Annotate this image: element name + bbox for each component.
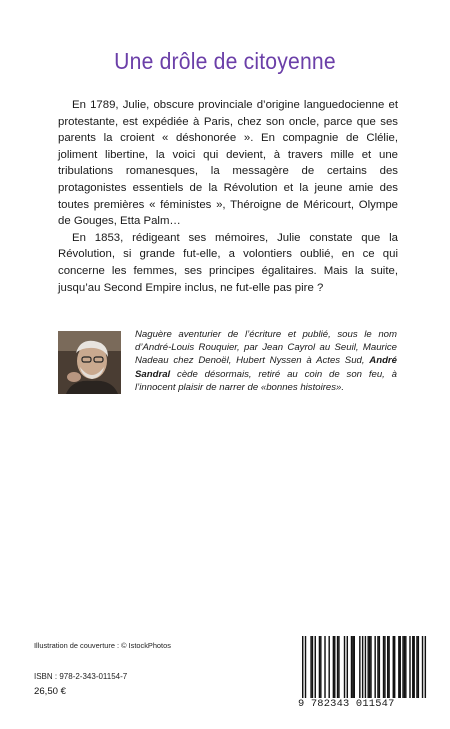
barcode-bar [324, 636, 325, 698]
barcode-bar [365, 636, 366, 698]
barcode-bar [370, 636, 371, 698]
barcode-bar [413, 636, 414, 698]
author-name: André Sandral [135, 355, 397, 380]
barcode-bar [402, 636, 403, 698]
barcode-bar [333, 636, 334, 698]
barcode-bar [319, 636, 320, 698]
barcode-bar [352, 636, 353, 698]
barcode-bar [362, 636, 363, 698]
barcode-bar [418, 636, 419, 698]
barcode-bar [344, 636, 345, 698]
barcode-bar [379, 636, 380, 698]
barcode-bar [312, 636, 313, 698]
barcode-bar [337, 636, 338, 698]
barcode-bar [393, 636, 394, 698]
synopsis-paragraph-1: En 1789, Julie, obscure provinciale d’origine languedocienne et protestante, est expédiée à Paris, chez son oncle, parce que ses parents la croient « déshonorée ». En compagnie de Clélie, joliment libertine, la voici qui devient, à travers mille et une tribulations romanesques, la messagère de certains des protagonistes essentiels de la Révolution et la jeune amie des toutes premières « féministes », Théroigne de Méricourt, Olympe de Gouges, Etta Palm… [58, 99, 398, 228]
barcode-bar [400, 636, 401, 698]
barcode-bar [394, 636, 395, 698]
barcode-bar [384, 636, 385, 698]
barcode-bar [377, 636, 378, 698]
author-photo [58, 331, 121, 394]
barcode-bar [305, 636, 306, 698]
book-title: Une drôle de citoyenne [114, 48, 336, 74]
barcode-bar [416, 636, 417, 698]
barcode-bar [320, 636, 321, 698]
barcode-bar [398, 636, 399, 698]
isbn-label: ISBN : 978-2-343-01154-7 [34, 672, 128, 681]
synopsis [58, 97, 398, 296]
barcode-bar [367, 636, 368, 698]
barcode-bar [387, 636, 388, 698]
author-bio [135, 328, 397, 394]
barcode-bar [404, 636, 405, 698]
barcode-bar [310, 636, 311, 698]
barcode-bar [328, 636, 329, 698]
barcode-bar [302, 636, 303, 698]
price-label: 26,50 € [34, 686, 67, 697]
barcode-bar [388, 636, 389, 698]
illustration-credit: Illustration de couverture : © IstockPhotos [34, 641, 171, 650]
synopsis-paragraph-2: En 1853, rédigeant ses mémoires, Julie constate que la Révolution, si grande fut-elle, a volontiers oublié, en ce qui concerne les femmes, ses principes égalitaires. Mais la suite, jusqu’au Second Empire inclus, ne fut-elle pas pire ? [58, 231, 398, 294]
barcode-bar [425, 636, 426, 698]
barcode-bar [369, 636, 370, 698]
barcode-icon [298, 636, 428, 698]
barcode-bar [412, 636, 413, 698]
author-bio-part2: cède désormais, retiré au coin de son feu, à l’innocent plaisir de narrer de «bonnes histoires». [135, 368, 397, 393]
author-bio-part1: Naguère aventurier de l’écriture et publié, sous le nom d’André-Louis Rouquier, par Jean Cayrol au Seuil, Maurice Nadeau chez Denoël, Hubert Nyssen à Actes Sud, [135, 329, 397, 367]
barcode-bar [359, 636, 360, 698]
barcode-bar [334, 636, 335, 698]
barcode-bar [351, 636, 352, 698]
barcode-bar [405, 636, 406, 698]
barcode-bar [383, 636, 384, 698]
barcode-bar [338, 636, 339, 698]
author-portrait-icon [58, 331, 121, 394]
barcode-bar [315, 636, 316, 698]
barcode-bar [422, 636, 423, 698]
barcode-digits: 9 782343 011547 [298, 698, 428, 710]
barcode-bar [347, 636, 348, 698]
barcode-bar [409, 636, 410, 698]
barcode-bar [374, 636, 375, 698]
barcode-bar [354, 636, 355, 698]
